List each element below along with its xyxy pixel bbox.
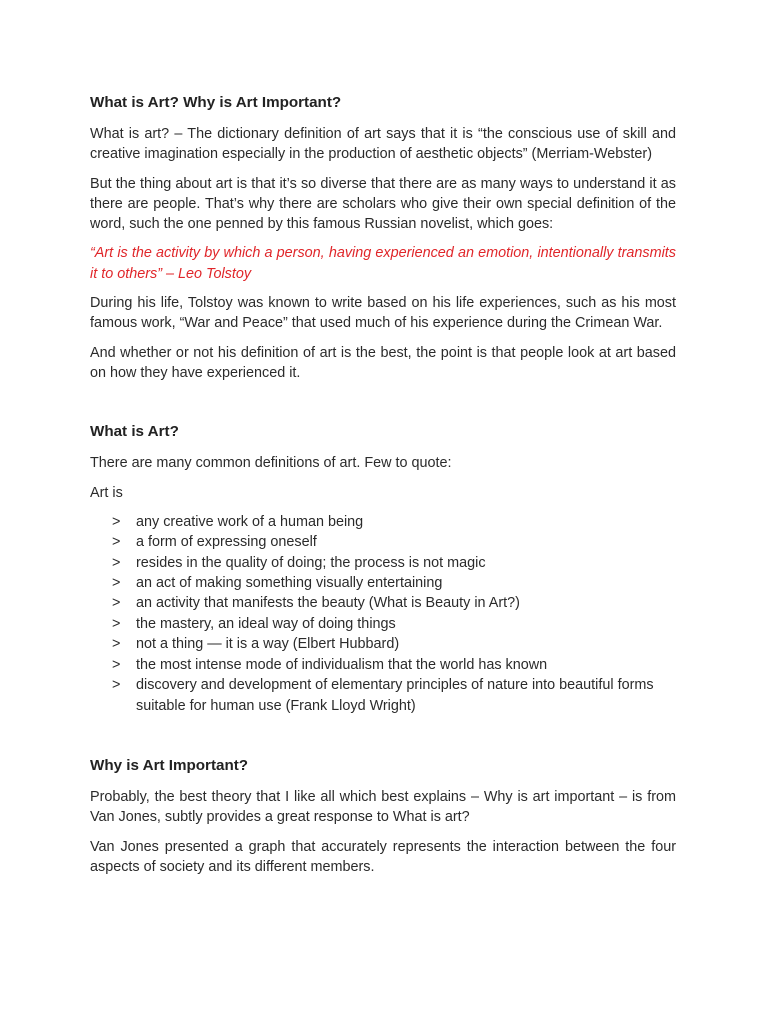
definition-text: not a thing — it is a way (Elbert Hubbard) (136, 636, 400, 653)
graph-paragraph: Van Jones presented a graph that accurately represents the interaction between the four aspects of society and its different members. (90, 838, 676, 875)
experience-paragraph: And whether or not his definition of art is the best, the point is that people look at art based on how they have experienced it. (90, 344, 676, 381)
tolstoy-quote: “Art is the activity by which a person, having experienced an emotion, intentionally transmits it to others” – Leo Tolstoy (90, 245, 676, 282)
document-page (90, 93, 676, 877)
art-is-label: Art is (90, 484, 123, 501)
definition-text: the most intense mode of individualism that the world has known (136, 656, 548, 673)
list-item (90, 573, 676, 593)
definition-text: discovery and development of elementary principles of nature into beautiful forms suitable for human use (Frank Lloyd Wright) (136, 677, 654, 714)
list-item (90, 553, 676, 573)
definition-text: the mastery, an ideal way of doing things (136, 615, 396, 632)
diverse-paragraph: But the thing about art is that it’s so diverse that there are as many ways to understand it as there are people. That’s why there are scholars who give their own special definition of the word, such the one penned by this famous Russian novelist, which goes: (90, 175, 676, 233)
list-marker-icon: > (112, 575, 121, 592)
definition-text: resides in the quality of doing; the process is not magic (136, 554, 486, 571)
definitions-intro: There are many common definitions of art. Few to quote: (90, 455, 452, 472)
intro-paragraph: What is art? – The dictionary definition of art says that it is “the conscious use of skill and creative imagination especially in the production of aesthetic objects” (Merriam-Webster) (90, 126, 676, 163)
definition-text: an activity that manifests the beauty (What is Beauty in Art?) (136, 595, 520, 612)
tolstoy-life-paragraph: During his life, Tolstoy was known to write based on his life experiences, such as his most famous work, “War and Peace” that used much of his experience during the Crimean War. (90, 295, 676, 332)
list-marker-icon: > (112, 656, 121, 673)
why-art-important-heading: Why is Art Important? (90, 756, 249, 774)
list-item (90, 614, 676, 634)
list-marker-icon: > (112, 636, 121, 653)
list-item (90, 655, 676, 675)
list-item (90, 512, 676, 532)
list-marker-icon: > (112, 513, 121, 530)
list-item (90, 675, 676, 716)
list-item (90, 634, 676, 654)
definition-text: an act of making something visually entertaining (136, 575, 443, 592)
list-marker-icon: > (112, 554, 121, 571)
definition-text: a form of expressing oneself (136, 534, 317, 551)
main-heading: What is Art? Why is Art Important? (90, 94, 342, 111)
list-marker-icon: > (112, 534, 121, 551)
list-marker-icon: > (112, 677, 121, 694)
list-marker-icon: > (112, 595, 121, 612)
definition-text: any creative work of a human being (136, 513, 364, 530)
what-is-art-heading: What is Art? (90, 423, 179, 441)
list-marker-icon: > (112, 615, 121, 632)
list-item (90, 593, 676, 613)
list-item (90, 532, 676, 552)
van-jones-paragraph: Probably, the best theory that I like all which best explains – Why is art important – is from Van Jones, subtly provides a great response to What is art? (90, 788, 676, 826)
definitions-list (90, 512, 676, 716)
